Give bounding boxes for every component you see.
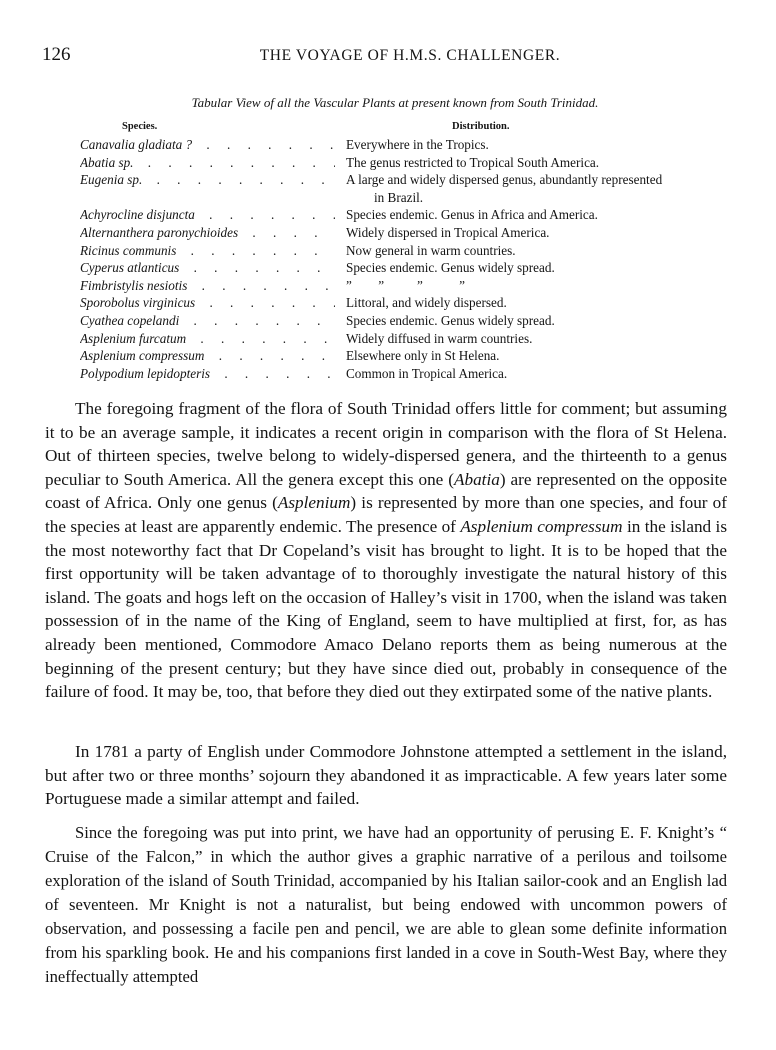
distribution-text: Everywhere in the Tropics. (346, 137, 489, 152)
distribution-text: Elsewhere only in St Helena. (346, 348, 500, 364)
distribution-text: Now general in warm countries. (346, 242, 516, 258)
plant-table (80, 136, 720, 382)
table-caption: Tabular View of all the Vascular Plants at present known from South Trinidad. (191, 95, 599, 110)
distribution-text: Species endemic. Genus widely spread. (346, 312, 555, 328)
species-name: Fimbristylis nesiotis . . . (80, 277, 335, 295)
column-header-distribution: Distribution. (452, 121, 510, 132)
distribution-text: Widely dispersed in Tropical America. (346, 224, 550, 240)
body-paragraph: The foregoing fragment of the flora of South Trinidad offers little for comment; but assuming it to be an average sample, it indicates a recent origin in comparison with the flora of St Helena. Out of thirteen species, twelve belong to widely-dispersed genera, and the thirteenth to a genus peculiar to South America. All the genera except this one (Abatia) are represented on the opposite coast of Africa. Only one genus (Asplenium) is represented by more than one species, and four of the species at least are apparently endemic. The presence of Asplenium compressum in the island is the most noteworthy fact that Dr Copeland’s visit has brought to light. It is to be hoped that the first opportunity will be taken advantage of to thoroughly investigate the natural history of this island. The goats and hogs left on the occasion of Halley’s visit in 1700, when the island was taken possession of in the name of the King of England, seem to have multiplied at first, for, as has already been mentioned, Commodore Amaco Delano reports them as being numerous at the beginning of the present century; but they have since died out, probably in consequence of the failure of food. It may be, too, that before they died out they extirpated some of the native plants. (45, 399, 728, 702)
body-paragraph: Since the foregoing was put into print, we have had an opportunity of perusing E. F. Knight’s “ Cruise of the Falcon,” in which the author gives a graphic narrative of a perilous and toilsome exploration of the island of South Trinidad, accompanied by his Italian sailor-cook and an English lad of seventeen. Mr Knight is not a naturalist, but being endowed with uncommon powers of observation, and possessing a facile pen and pencil, we are able to glean some definite information from his sparkling book. He and his companions first landed in a cove in South-West Bay, where they ineffectually attempted (45, 823, 727, 986)
running-head (0, 44, 776, 68)
genus-abatia: Abatia (454, 469, 500, 489)
distribution-text: Species endemic. Genus widely spread. (346, 260, 555, 276)
species-name: Sporobolus virginicus . . . (80, 294, 335, 312)
distribution-continuation: in Brazil. (374, 189, 424, 205)
table-row (80, 312, 720, 330)
species-name: Cyathea copelandi . . . (80, 312, 335, 330)
body-paragraph: In 1781 a party of English under Commodore Johnstone attempted a settlement in the island, but after two or three months’ sojourn they abandoned it as impracticable. A few years later some Portuguese made a similar attempt and failed. (45, 742, 727, 809)
distribution-text: Littoral, and widely dispersed. (346, 295, 507, 311)
distribution-text: A large and widely dispersed genus, abundantly represented in Brazil. (346, 171, 720, 206)
table-row (80, 259, 720, 277)
table-row (80, 224, 720, 242)
species-name: Abatia sp. . . . (80, 154, 335, 172)
species-name: Alternanthera paronychioides . . . (80, 224, 335, 242)
distribution-ditto-marks: ” ” ” ” (346, 277, 466, 293)
species-name: Asplenium furcatum . . . (80, 330, 335, 348)
species-asplenium-compressum: Asplenium compressum (460, 516, 623, 536)
species-name: Cyperus atlanticus . . . (80, 259, 335, 277)
species-name: Eugenia sp. . . . (80, 171, 335, 189)
distribution-text: Common in Tropical America. (346, 365, 508, 381)
species-name: Asplenium compressum . . . (80, 347, 335, 365)
table-row (80, 171, 720, 206)
species-name: Ricinus communis . . . (80, 242, 335, 260)
table-row (80, 154, 720, 172)
distribution-text: Widely diffused in warm countries. (346, 330, 533, 346)
table-row (80, 136, 720, 154)
column-header-species: Species. (122, 121, 158, 132)
table-row (80, 294, 720, 312)
running-title: THE VOYAGE OF H.M.S. CHALLENGER. (259, 47, 561, 64)
species-name: Achyrocline disjuncta . . . (80, 206, 335, 224)
species-name: Canavalia gladiata ? . . . (80, 136, 335, 154)
page-number: 126 (42, 44, 71, 65)
table-row (80, 347, 720, 365)
genus-asplenium: Asplenium (277, 493, 351, 513)
distribution-text: The genus restricted to Tropical South America. (346, 154, 600, 170)
distribution-text: Species endemic. Genus in Africa and America. (346, 207, 598, 223)
table-row (80, 206, 720, 224)
table-row (80, 365, 720, 383)
table-row (80, 330, 720, 348)
species-name: Polypodium lepidopteris . . . (80, 365, 335, 383)
table-row (80, 242, 720, 260)
table-row (80, 277, 720, 295)
